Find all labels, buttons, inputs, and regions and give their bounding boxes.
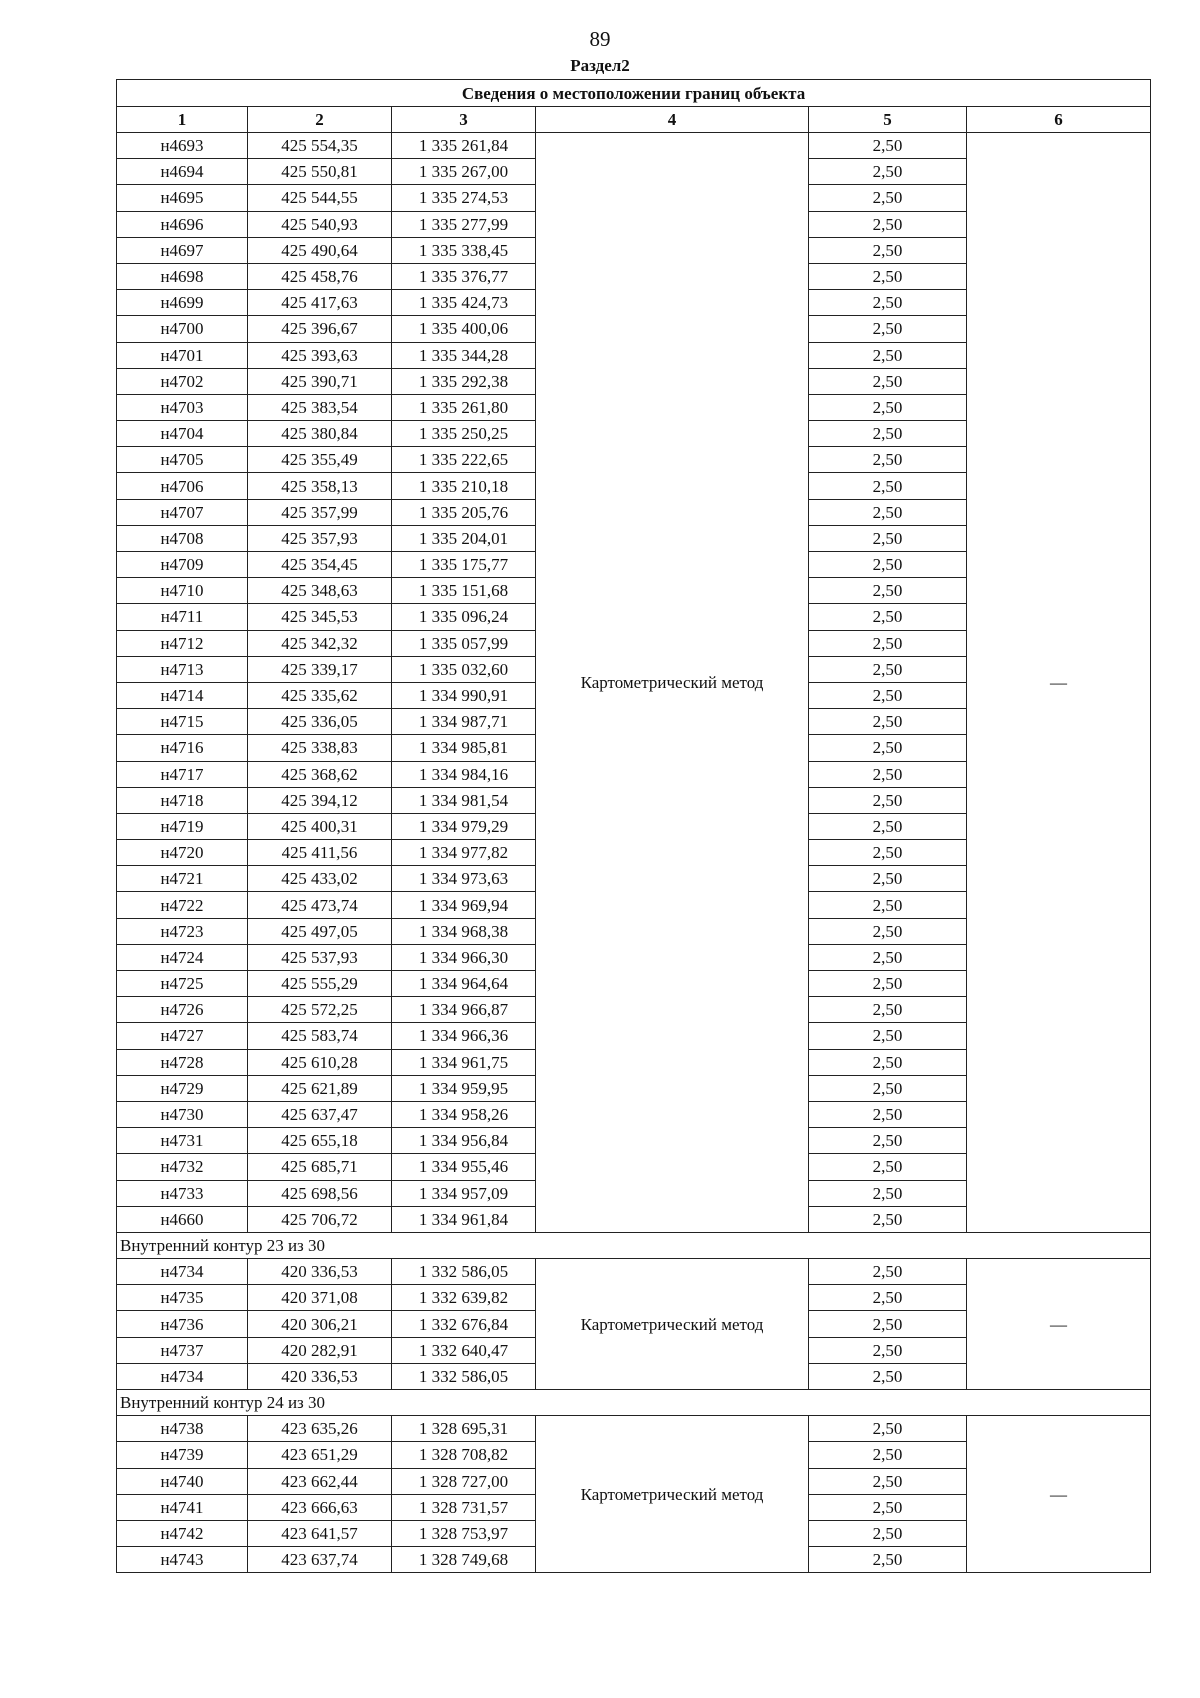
method-cell: Картометрический метод (536, 133, 809, 1233)
x-coordinate-cell: 425 610,28 (248, 1049, 392, 1075)
x-coordinate-cell: 425 383,54 (248, 394, 392, 420)
x-coordinate-cell: 425 357,99 (248, 499, 392, 525)
y-coordinate-cell: 1 335 261,84 (392, 133, 536, 159)
point-id-cell: н4736 (117, 1311, 248, 1337)
y-coordinate-cell: 1 334 966,30 (392, 944, 536, 970)
accuracy-cell: 2,50 (809, 840, 967, 866)
accuracy-cell: 2,50 (809, 394, 967, 420)
contour-label: Внутренний контур 24 из 30 (117, 1390, 1151, 1416)
accuracy-cell: 2,50 (809, 813, 967, 839)
point-id-cell: н4717 (117, 761, 248, 787)
accuracy-cell: 2,50 (809, 1442, 967, 1468)
y-coordinate-cell: 1 334 969,94 (392, 892, 536, 918)
x-coordinate-cell: 425 621,89 (248, 1075, 392, 1101)
y-coordinate-cell: 1 332 640,47 (392, 1337, 536, 1363)
point-id-cell: н4735 (117, 1285, 248, 1311)
accuracy-cell: 2,50 (809, 159, 967, 185)
accuracy-cell: 2,50 (809, 944, 967, 970)
point-id-cell: н4727 (117, 1023, 248, 1049)
accuracy-cell: 2,50 (809, 1075, 967, 1101)
y-coordinate-cell: 1 334 958,26 (392, 1101, 536, 1127)
y-coordinate-cell: 1 335 261,80 (392, 394, 536, 420)
point-id-cell: н4737 (117, 1337, 248, 1363)
point-id-cell: н4697 (117, 237, 248, 263)
contour-label: Внутренний контур 23 из 30 (117, 1232, 1151, 1258)
point-id-cell: н4738 (117, 1416, 248, 1442)
method-cell: Картометрический метод (536, 1259, 809, 1390)
accuracy-cell: 2,50 (809, 1547, 967, 1573)
point-id-cell: н4725 (117, 971, 248, 997)
y-coordinate-cell: 1 334 966,87 (392, 997, 536, 1023)
point-id-cell: н4741 (117, 1494, 248, 1520)
y-coordinate-cell: 1 334 973,63 (392, 866, 536, 892)
x-coordinate-cell: 423 662,44 (248, 1468, 392, 1494)
y-coordinate-cell: 1 334 959,95 (392, 1075, 536, 1101)
column-header: 3 (392, 107, 536, 133)
point-id-cell: н4722 (117, 892, 248, 918)
y-coordinate-cell: 1 328 753,97 (392, 1520, 536, 1546)
point-id-cell: н4730 (117, 1101, 248, 1127)
x-coordinate-cell: 425 354,45 (248, 552, 392, 578)
accuracy-cell: 2,50 (809, 447, 967, 473)
accuracy-cell: 2,50 (809, 604, 967, 630)
point-id-cell: н4709 (117, 552, 248, 578)
accuracy-cell: 2,50 (809, 211, 967, 237)
point-id-cell: н4733 (117, 1180, 248, 1206)
y-coordinate-cell: 1 335 267,00 (392, 159, 536, 185)
column-header: 5 (809, 107, 967, 133)
accuracy-cell: 2,50 (809, 316, 967, 342)
accuracy-cell: 2,50 (809, 735, 967, 761)
accuracy-cell: 2,50 (809, 525, 967, 551)
point-id-cell: н4712 (117, 630, 248, 656)
accuracy-cell: 2,50 (809, 866, 967, 892)
point-id-cell: н4721 (117, 866, 248, 892)
table-title: Сведения о местоположении границ объекта (117, 80, 1151, 107)
y-coordinate-cell: 1 334 956,84 (392, 1128, 536, 1154)
x-coordinate-cell: 425 473,74 (248, 892, 392, 918)
x-coordinate-cell: 423 641,57 (248, 1520, 392, 1546)
y-coordinate-cell: 1 332 639,82 (392, 1285, 536, 1311)
section-title: Раздел2 (570, 56, 630, 75)
x-coordinate-cell: 425 348,63 (248, 578, 392, 604)
x-coordinate-cell: 420 306,21 (248, 1311, 392, 1337)
x-coordinate-cell: 425 572,25 (248, 997, 392, 1023)
x-coordinate-cell: 425 335,62 (248, 682, 392, 708)
accuracy-cell: 2,50 (809, 1468, 967, 1494)
x-coordinate-cell: 425 390,71 (248, 368, 392, 394)
y-coordinate-cell: 1 335 222,65 (392, 447, 536, 473)
x-coordinate-cell: 425 433,02 (248, 866, 392, 892)
accuracy-cell: 2,50 (809, 630, 967, 656)
y-coordinate-cell: 1 334 984,16 (392, 761, 536, 787)
y-coordinate-cell: 1 335 032,60 (392, 656, 536, 682)
point-id-cell: н4726 (117, 997, 248, 1023)
point-id-cell: н4739 (117, 1442, 248, 1468)
point-id-cell: н4720 (117, 840, 248, 866)
accuracy-cell: 2,50 (809, 682, 967, 708)
point-id-cell: н4660 (117, 1206, 248, 1232)
accuracy-cell: 2,50 (809, 1337, 967, 1363)
point-id-cell: н4696 (117, 211, 248, 237)
column-header: 1 (117, 107, 248, 133)
x-coordinate-cell: 425 357,93 (248, 525, 392, 551)
y-coordinate-cell: 1 334 968,38 (392, 918, 536, 944)
x-coordinate-cell: 423 666,63 (248, 1494, 392, 1520)
y-coordinate-cell: 1 335 057,99 (392, 630, 536, 656)
y-coordinate-cell: 1 335 344,28 (392, 342, 536, 368)
x-coordinate-cell: 425 458,76 (248, 263, 392, 289)
point-id-cell: н4711 (117, 604, 248, 630)
accuracy-cell: 2,50 (809, 473, 967, 499)
accuracy-cell: 2,50 (809, 421, 967, 447)
point-id-cell: н4742 (117, 1520, 248, 1546)
point-id-cell: н4743 (117, 1547, 248, 1573)
point-id-cell: н4694 (117, 159, 248, 185)
x-coordinate-cell: 425 706,72 (248, 1206, 392, 1232)
point-id-cell: н4713 (117, 656, 248, 682)
x-coordinate-cell: 425 355,49 (248, 447, 392, 473)
y-coordinate-cell: 1 334 961,84 (392, 1206, 536, 1232)
y-coordinate-cell: 1 334 981,54 (392, 787, 536, 813)
y-coordinate-cell: 1 328 731,57 (392, 1494, 536, 1520)
y-coordinate-cell: 1 334 977,82 (392, 840, 536, 866)
accuracy-cell: 2,50 (809, 1259, 967, 1285)
y-coordinate-cell: 1 334 961,75 (392, 1049, 536, 1075)
point-id-cell: н4734 (117, 1259, 248, 1285)
column-6-cell: — (967, 1416, 1151, 1573)
accuracy-cell: 2,50 (809, 185, 967, 211)
point-id-cell: н4723 (117, 918, 248, 944)
x-coordinate-cell: 425 637,47 (248, 1101, 392, 1127)
y-coordinate-cell: 1 334 964,64 (392, 971, 536, 997)
point-id-cell: н4706 (117, 473, 248, 499)
point-id-cell: н4707 (117, 499, 248, 525)
x-coordinate-cell: 425 537,93 (248, 944, 392, 970)
x-coordinate-cell: 425 540,93 (248, 211, 392, 237)
accuracy-cell: 2,50 (809, 1101, 967, 1127)
x-coordinate-cell: 425 550,81 (248, 159, 392, 185)
accuracy-cell: 2,50 (809, 1154, 967, 1180)
y-coordinate-cell: 1 332 676,84 (392, 1311, 536, 1337)
point-id-cell: н4716 (117, 735, 248, 761)
y-coordinate-cell: 1 328 695,31 (392, 1416, 536, 1442)
x-coordinate-cell: 425 380,84 (248, 421, 392, 447)
x-coordinate-cell: 425 490,64 (248, 237, 392, 263)
x-coordinate-cell: 425 411,56 (248, 840, 392, 866)
point-id-cell: н4693 (117, 133, 248, 159)
point-id-cell: н4698 (117, 263, 248, 289)
point-id-cell: н4708 (117, 525, 248, 551)
contour-row (117, 1232, 1151, 1258)
point-id-cell: н4732 (117, 1154, 248, 1180)
point-id-cell: н4729 (117, 1075, 248, 1101)
y-coordinate-cell: 1 335 250,25 (392, 421, 536, 447)
x-coordinate-cell: 425 400,31 (248, 813, 392, 839)
point-id-cell: н4705 (117, 447, 248, 473)
accuracy-cell: 2,50 (809, 709, 967, 735)
accuracy-cell: 2,50 (809, 1128, 967, 1154)
contour-row (117, 1390, 1151, 1416)
y-coordinate-cell: 1 334 985,81 (392, 735, 536, 761)
point-id-cell: н4740 (117, 1468, 248, 1494)
accuracy-cell: 2,50 (809, 892, 967, 918)
y-coordinate-cell: 1 334 979,29 (392, 813, 536, 839)
y-coordinate-cell: 1 335 151,68 (392, 578, 536, 604)
y-coordinate-cell: 1 335 338,45 (392, 237, 536, 263)
x-coordinate-cell: 425 583,74 (248, 1023, 392, 1049)
y-coordinate-cell: 1 335 376,77 (392, 263, 536, 289)
x-coordinate-cell: 420 371,08 (248, 1285, 392, 1311)
table-row (117, 1416, 1151, 1442)
x-coordinate-cell: 425 358,13 (248, 473, 392, 499)
x-coordinate-cell: 425 368,62 (248, 761, 392, 787)
point-id-cell: н4718 (117, 787, 248, 813)
point-id-cell: н4704 (117, 421, 248, 447)
x-coordinate-cell: 425 417,63 (248, 290, 392, 316)
x-coordinate-cell: 423 651,29 (248, 1442, 392, 1468)
x-coordinate-cell: 425 685,71 (248, 1154, 392, 1180)
table-row (117, 133, 1151, 159)
accuracy-cell: 2,50 (809, 290, 967, 316)
y-coordinate-cell: 1 334 957,09 (392, 1180, 536, 1206)
accuracy-cell: 2,50 (809, 1416, 967, 1442)
x-coordinate-cell: 420 336,53 (248, 1259, 392, 1285)
column-6-cell: — (967, 1259, 1151, 1390)
boundary-table (116, 79, 1151, 1573)
y-coordinate-cell: 1 334 987,71 (392, 709, 536, 735)
x-coordinate-cell: 425 544,55 (248, 185, 392, 211)
point-id-cell: н4728 (117, 1049, 248, 1075)
accuracy-cell: 2,50 (809, 1494, 967, 1520)
x-coordinate-cell: 425 655,18 (248, 1128, 392, 1154)
accuracy-cell: 2,50 (809, 552, 967, 578)
y-coordinate-cell: 1 335 204,01 (392, 525, 536, 551)
column-header: 2 (248, 107, 392, 133)
accuracy-cell: 2,50 (809, 133, 967, 159)
accuracy-cell: 2,50 (809, 368, 967, 394)
accuracy-cell: 2,50 (809, 918, 967, 944)
y-coordinate-cell: 1 335 210,18 (392, 473, 536, 499)
x-coordinate-cell: 423 635,26 (248, 1416, 392, 1442)
y-coordinate-cell: 1 334 966,36 (392, 1023, 536, 1049)
x-coordinate-cell: 425 336,05 (248, 709, 392, 735)
accuracy-cell: 2,50 (809, 237, 967, 263)
x-coordinate-cell: 425 554,35 (248, 133, 392, 159)
accuracy-cell: 2,50 (809, 342, 967, 368)
y-coordinate-cell: 1 328 708,82 (392, 1442, 536, 1468)
x-coordinate-cell: 425 698,56 (248, 1180, 392, 1206)
accuracy-cell: 2,50 (809, 1363, 967, 1389)
point-id-cell: н4702 (117, 368, 248, 394)
column-6-cell: — (967, 133, 1151, 1233)
accuracy-cell: 2,50 (809, 997, 967, 1023)
x-coordinate-cell: 425 396,67 (248, 316, 392, 342)
accuracy-cell: 2,50 (809, 1311, 967, 1337)
point-id-cell: н4719 (117, 813, 248, 839)
y-coordinate-cell: 1 335 175,77 (392, 552, 536, 578)
accuracy-cell: 2,50 (809, 761, 967, 787)
x-coordinate-cell: 425 497,05 (248, 918, 392, 944)
y-coordinate-cell: 1 335 400,06 (392, 316, 536, 342)
table-body (117, 133, 1151, 1573)
accuracy-cell: 2,50 (809, 1023, 967, 1049)
y-coordinate-cell: 1 335 274,53 (392, 185, 536, 211)
y-coordinate-cell: 1 335 292,38 (392, 368, 536, 394)
accuracy-cell: 2,50 (809, 971, 967, 997)
y-coordinate-cell: 1 335 205,76 (392, 499, 536, 525)
accuracy-cell: 2,50 (809, 787, 967, 813)
accuracy-cell: 2,50 (809, 656, 967, 682)
point-id-cell: н4703 (117, 394, 248, 420)
y-coordinate-cell: 1 335 424,73 (392, 290, 536, 316)
y-coordinate-cell: 1 334 955,46 (392, 1154, 536, 1180)
accuracy-cell: 2,50 (809, 263, 967, 289)
accuracy-cell: 2,50 (809, 578, 967, 604)
point-id-cell: н4710 (117, 578, 248, 604)
y-coordinate-cell: 1 332 586,05 (392, 1363, 536, 1389)
point-id-cell: н4715 (117, 709, 248, 735)
page-number: 89 (589, 27, 611, 51)
y-coordinate-cell: 1 328 749,68 (392, 1547, 536, 1573)
x-coordinate-cell: 423 637,74 (248, 1547, 392, 1573)
column-header: 6 (967, 107, 1151, 133)
point-id-cell: н4695 (117, 185, 248, 211)
x-coordinate-cell: 425 393,63 (248, 342, 392, 368)
column-header: 4 (536, 107, 809, 133)
accuracy-cell: 2,50 (809, 1520, 967, 1546)
point-id-cell: н4724 (117, 944, 248, 970)
y-coordinate-cell: 1 335 277,99 (392, 211, 536, 237)
point-id-cell: н4731 (117, 1128, 248, 1154)
x-coordinate-cell: 425 342,32 (248, 630, 392, 656)
x-coordinate-cell: 425 339,17 (248, 656, 392, 682)
accuracy-cell: 2,50 (809, 1180, 967, 1206)
x-coordinate-cell: 420 336,53 (248, 1363, 392, 1389)
x-coordinate-cell: 420 282,91 (248, 1337, 392, 1363)
point-id-cell: н4699 (117, 290, 248, 316)
table-row (117, 1259, 1151, 1285)
y-coordinate-cell: 1 334 990,91 (392, 682, 536, 708)
method-cell: Картометрический метод (536, 1416, 809, 1573)
accuracy-cell: 2,50 (809, 499, 967, 525)
accuracy-cell: 2,50 (809, 1285, 967, 1311)
y-coordinate-cell: 1 328 727,00 (392, 1468, 536, 1494)
x-coordinate-cell: 425 555,29 (248, 971, 392, 997)
y-coordinate-cell: 1 335 096,24 (392, 604, 536, 630)
point-id-cell: н4700 (117, 316, 248, 342)
point-id-cell: н4734 (117, 1363, 248, 1389)
accuracy-cell: 2,50 (809, 1049, 967, 1075)
accuracy-cell: 2,50 (809, 1206, 967, 1232)
x-coordinate-cell: 425 345,53 (248, 604, 392, 630)
x-coordinate-cell: 425 338,83 (248, 735, 392, 761)
point-id-cell: н4714 (117, 682, 248, 708)
y-coordinate-cell: 1 332 586,05 (392, 1259, 536, 1285)
x-coordinate-cell: 425 394,12 (248, 787, 392, 813)
point-id-cell: н4701 (117, 342, 248, 368)
